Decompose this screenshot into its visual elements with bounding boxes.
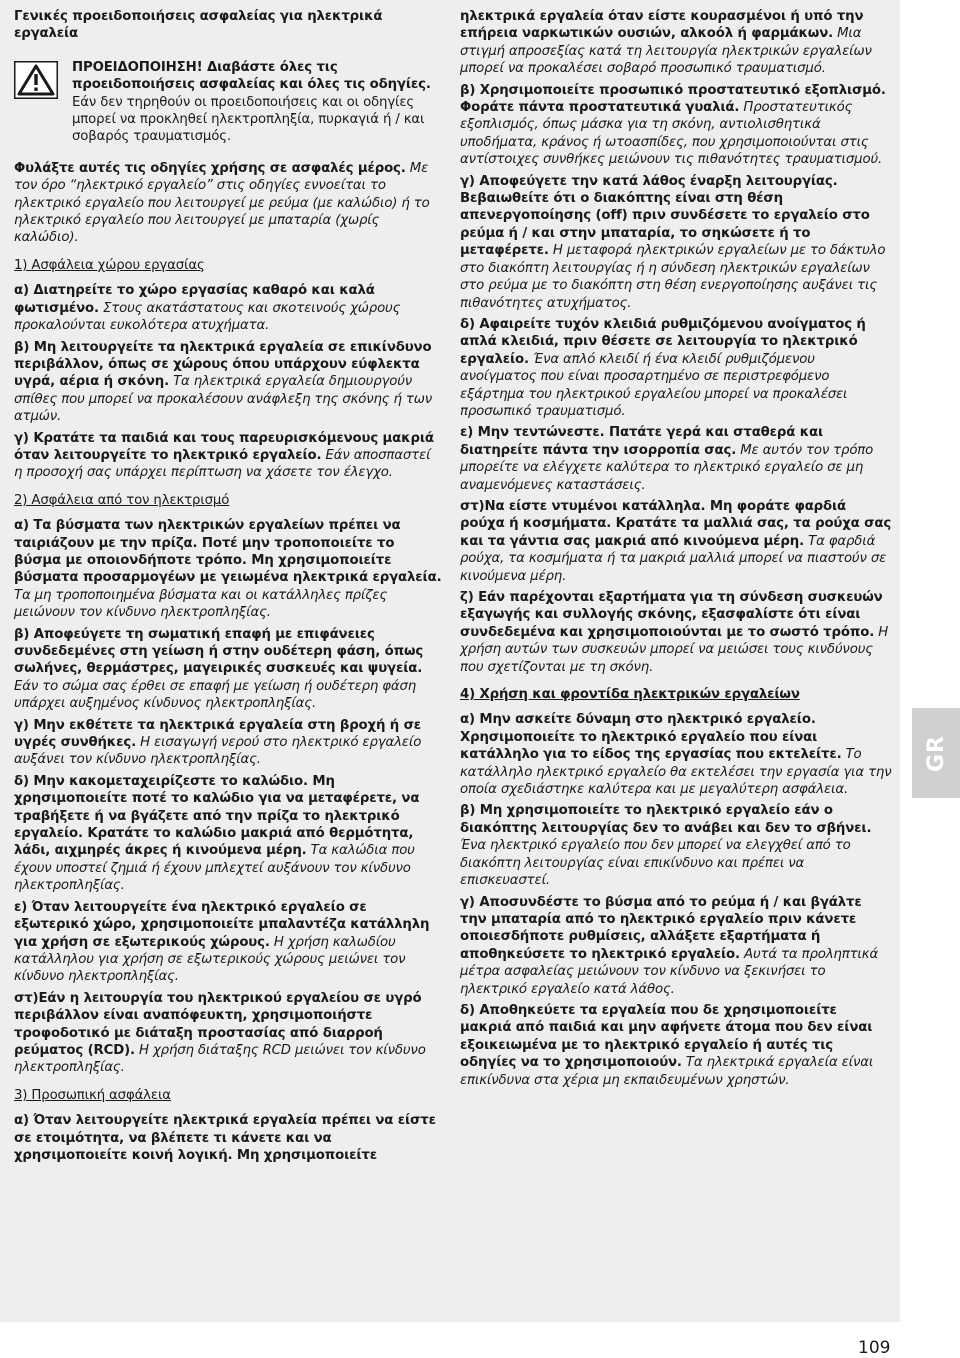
item-4c [460, 894, 892, 998]
section-title: Γενικές προειδοποιήσεις ασφαλείας για ηλεκτρικά εργαλεία [14, 9, 383, 42]
item-1c-bold: γ) Κρατάτε τα παιδιά και τους παρευρισκόμενους μακριά όταν λειτουργείτε το ηλεκτρικό εργαλείο. [14, 430, 434, 463]
item-2f-note: Η χρήση διάταξης RCD μειώνει τον κίνδυνο ηλεκτροπληξίας. [14, 1042, 426, 1076]
item-4c-note: Αυτά τα προληπτικά μέτρα ασφαλείας μειώνουν τον κίνδυνο να ξεκινήσει το ηλεκτρικό εργαλείο κατά λάθος. [460, 946, 879, 997]
item-2d [14, 773, 442, 895]
warning-heading: ΠΡΟΕΙΔΟΠΟΙΗΣΗ! Διαβάστε όλες τις προειδοποιήσεις ασφαλείας και όλες τις οδηγίες. [72, 59, 431, 93]
item-3f-bold: στ)Να είστε ντυμένοι κατάλληλα. Μη φοράτε φαρδιά ρούχα ή κοσμήματα. Κρατάτε τα μαλλιά σας, τα ρούχα σας και τα γάντια σας μακριά από κινούμενα μέρη. [460, 498, 892, 549]
item-3b-bold: β) Χρησιμοποιείτε προσωπικό προστατευτικό εξοπλισμό. Φοράτε πάντα προστατευτικά γυαλιά. [460, 82, 886, 116]
item-3b [460, 82, 892, 169]
item-3d-bold: δ) Αφαιρείτε τυχόν κλειδιά ρυθμιζόμενου ανοίγματος ή απλά κλειδιά, πριν θέσετε σε λειτουργία το ηλεκτρικό εργαλείο. [460, 316, 866, 367]
item-3c-note: Η μεταφορά ηλεκτρικών εργαλείων με το δάκτυλο στο διακόπτη λειτουργίας ή η σύνδεση ηλεκτρικών εργαλείων στο ρεύμα με το διακόπτη στη θέση ενεργοποίησης αυξάνει τις πιθανότητες ατυχήματος. [460, 243, 886, 311]
item-3g-note: Η χρήση αυτών των συσκευών μπορεί να μειώσει τους κινδύνους που σχετίζονται με τη σκόνη. [460, 624, 889, 675]
item-3g-bold: ζ) Εάν παρέχονται εξαρτήματα για τη σύνδεση συσκευών εξαγωγής και συλλογής σκόνης, εξασφαλίστε ότι είναι συνδεδεμένα και χρησιμοποιούνται με το σωστό τρόπο. [460, 590, 883, 640]
page-number: 109 [858, 1338, 891, 1358]
heading-tool-use-care: 4) Χρήση και φροντίδα ηλεκτρικών εργαλείων [460, 687, 800, 703]
item-1c-note: Εάν αποσπαστεί η προσοχή σας υπάρχει περίπτωση να χάσετε τον έλεγχο. [14, 447, 431, 481]
item-4a-note: Το κατάλληλο ηλεκτρικό εργαλείο θα εκτελέσει την εργασία για την οποία σχεδιάστηκε καλύτερα και με μεγαλύτερη ασφάλεια. [460, 747, 892, 798]
heading-personal-safety: 3) Προσωπική ασφάλεια [14, 1087, 171, 1103]
heading-electrical-safety: 2) Ασφάλεια από τον ηλεκτρισμό [14, 492, 230, 508]
heading-work-area: 1) Ασφάλεια χώρου εργασίας [14, 257, 205, 273]
item-4d [460, 1002, 892, 1089]
keep-instructions-bold: Φυλάξτε αυτές τις οδηγίες χρήσης σε ασφαλές μέρος. [14, 160, 406, 176]
item-3d [460, 316, 892, 420]
item-2b-bold: β) Αποφεύγετε τη σωματική επαφή με επιφάνειες συνδεδεμένες στη γείωση ή στην ουδέτερη φάση, όπως σωλήνες, θερμάστρες, μαγειρικές συσκευές και ψυγεία. [14, 626, 424, 677]
item-3a-bold: α) Όταν λειτουργείτε ηλεκτρικά εργαλεία πρέπει να είστε σε ετοιμότητα, να βλέπετε τι κάνετε και να χρησιμοποιείτε κοινή λογική. Μη χρησιμοποιείτε [14, 1113, 436, 1163]
warning-text [72, 59, 442, 146]
item-2b [14, 626, 442, 713]
item-3c [460, 173, 892, 312]
left-column [14, 8, 442, 1168]
item-1a-bold: α) Διατηρείτε το χώρο εργασίας καθαρό και καλά φωτισμένο. [14, 283, 375, 316]
item-3d-note: Ένα απλό κλειδί ή ένα κλειδί ρυθμιζόμενου ανοίγματος που είναι προσαρτημένο σε περιστρεφόμενο εξάρτημα του ηλεκτρικού εργαλείου μπορεί να προκαλέσει προσωπικό τραυματισμό. [460, 351, 848, 419]
item-1a [14, 282, 442, 334]
language-code: GR [923, 734, 949, 772]
warning-body: Εάν δεν τηρηθούν οι προειδοποιήσεις και οι οδηγίες μπορεί να προκληθεί ηλεκτροπληξία, πυρκαγιά ή / και σοβαρός τραυματισμός. [72, 94, 425, 145]
item-2f-bold: στ)Εάν η λειτουργία του ηλεκτρικού εργαλείου σε υγρό περιβάλλον είναι αναπόφευκτη, χρησιμοποιήστε τροφοδοτικό με διάταξη προστασίας από διαρροή ρεύματος (RCD). [14, 990, 422, 1058]
item-2a [14, 517, 442, 621]
item-1c [14, 430, 442, 482]
item-3b-note: Προστατευτικός εξοπλισμός, όπως μάσκα για τη σκόνη, αντιολισθητικά υποδήματα, κράνος ή ωτοασπίδες, που χρησιμοποιούνται στις αντίστοιχες συνθήκες μειώνουν τις πιθανότητες τραυματισμού. [460, 100, 883, 168]
item-3a-start [14, 1112, 442, 1164]
item-4c-bold: γ) Αποσυνδέστε το βύσμα από το ρεύμα ή / και βγάλτε την μπαταρία από το ηλεκτρικό εργαλείο πριν κάνετε οποιεσδήποτε ρυθμίσεις, αλλάξετε εξαρτήματα ή αποθηκεύσετε το ηλεκτρικό εργαλείο. [460, 894, 862, 962]
item-3c-bold: γ) Αποφεύγετε την κατά λάθος έναρξη λειτουργίας. Βεβαιωθείτε ότι ο διακόπτης είναι στη θέση απενεργοποίησης (off) πριν συνδέσετε το εργαλείο στο ρεύμα ή / και στην μπαταρία, το σηκώσετε ή το μεταφέρετε. [460, 173, 870, 259]
warning-triangle-icon [14, 61, 58, 99]
item-1b-note: Τα ηλεκτρικά εργαλεία δημιουργούν σπίθες που μπορεί να προκαλέσουν ανάφλεξη της σκόνης ή των ατμών. [14, 374, 432, 425]
item-2c-bold: γ) Μην εκθέτετε τα ηλεκτρικά εργαλεία στη βροχή ή σε υγρές συνθήκες. [14, 717, 422, 751]
item-2a-note: Τα μη τροποποιημένα βύσματα και οι κατάλληλες πρίζες μειώνουν τον κίνδυνο ηλεκτροπληξίας. [14, 587, 388, 621]
item-3e-note: Με αυτόν τον τρόπο μπορείτε να ελέγχετε καλύτερα το ηλεκτρικό εργαλείο σε μη αναμενόμενες καταστάσεις. [460, 442, 874, 493]
item-4a [460, 711, 892, 798]
item-3f [460, 498, 892, 585]
item-4b-bold: β) Μη χρησιμοποιείτε το ηλεκτρικό εργαλείο εάν ο διακόπτης λειτουργίας δεν το ανάβει και δεν το σβήνει. [460, 803, 872, 836]
item-3a-cont-bold: ηλεκτρικά εργαλεία όταν είστε κουρασμένοι ή υπό την επήρεια ναρκωτικών ουσιών, αλκοόλ ή φαρμάκων. [460, 9, 864, 42]
language-tab-label [912, 708, 960, 798]
warning-block [14, 59, 442, 146]
item-2e [14, 899, 442, 986]
item-2a-bold: α) Τα βύσματα των ηλεκτρικών εργαλείων πρέπει να ταιριάζουν με την πρίζα. Ποτέ μην τροποποιείτε το βύσμα με οποιονδήποτε τρόπο. Μη χρησιμοποιείτε βύσματα προσαρμογέων με γειωμένα ηλεκτρικά εργαλεία. [14, 518, 442, 586]
item-3e [460, 424, 892, 494]
item-2b-note: Εάν το σώμα σας έρθει σε επαφή με γείωση ή ουδέτερη φάση υπάρχει αυξημένος κίνδυνος ηλεκτροπληξίας. [14, 678, 417, 712]
item-4d-note: Τα ηλεκτρικά εργαλεία είναι επικίνδυνα στα χέρια μη εκπαιδευμένων χρηστών. [460, 1055, 874, 1088]
item-1a-note: Στους ακατάστατους και σκοτεινούς χώρους προκαλούνται ευκολότερα ατυχήματα. [14, 300, 401, 334]
item-2e-bold: ε) Όταν λειτουργείτε ένα ηλεκτρικό εργαλείο σε εξωτερικό χώρο, χρησιμοποιείτε μπαλαντέζα κατάλληλη για χρήση σε εξωτερικούς χώρους. [14, 899, 430, 950]
item-3a-cont [460, 8, 892, 78]
item-1b [14, 339, 442, 426]
item-2c-note: Η εισαγωγή νερού στο ηλεκτρικό εργαλείο αυξάνει τον κίνδυνο ηλεκτροπληξίας. [14, 735, 422, 768]
item-3f-note: Τα φαρδιά ρούχα, τα κοσμήματα ή τα μακριά μαλλιά μπορεί να πιαστούν σε κινούμενα μέρη. [460, 533, 887, 584]
item-2d-bold: δ) Μην κακομεταχειρίζεστε το καλώδιο. Μη χρησιμοποιείτε ποτέ το καλώδιο για να μεταφέρετε, να τραβήξετε ή να βγάζετε από την πρίζα το ηλεκτρικό εργαλείο. Κρατάτε το καλώδιο μακριά από θερμότητα, λάδι, αιχμηρές άκρες ή κινούμενα μέρη. [14, 773, 420, 859]
item-3g [460, 589, 892, 676]
item-1b-bold: β) Μη λειτουργείτε τα ηλεκτρικά εργαλεία σε επικίνδυνο περιβάλλον, όπως σε χώρους όπου υπάρχουν εύφλεκτα υγρά, αέρια ή σκόνη. [14, 339, 432, 390]
item-3a-cont-note: Μια στιγμή απροσεξίας κατά τη λειτουργία ηλεκτρικών εργαλείων μπορεί να προκαλέσει σοβαρό προσωπικό τραυματισμό. [460, 26, 872, 77]
keep-instructions [14, 160, 442, 247]
item-4b-note: Ένα ηλεκτρικό εργαλείο που δεν μπορεί να ελεγχθεί από το διακόπτη λειτουργίας είναι επικίνδυνο και πρέπει να επισκευαστεί. [460, 838, 851, 889]
item-4a-bold: α) Μην ασκείτε δύναμη στο ηλεκτρικό εργαλείο. Χρησιμοποιείτε το ηλεκτρικό εργαλείο που είναι κατάλληλο για το είδος της εργασίας που εκτελείτε. [460, 712, 842, 763]
right-column [460, 8, 892, 1093]
item-2d-note: Τα καλώδια που έχουν υποστεί ζημιά ή έχουν μπλεχτεί αυξάνουν τον κίνδυνο ηλεκτροπληξίας. [14, 843, 415, 894]
item-4b [460, 802, 892, 889]
item-2c [14, 717, 442, 769]
item-2e-note: Η χρήση καλωδίου κατάλληλου για χρήση σε εξωτερικούς χώρους μειώνει τον κίνδυνο ηλεκτροπληξίας. [14, 934, 406, 985]
keep-instructions-note: Με τον όρο “ηλεκτρικό εργαλείο” στις οδηγίες εννοείται το ηλεκτρικό εργαλείο που λειτουργεί με ρεύμα (με καλώδιο) ή το ηλεκτρικό εργαλείο που λειτουργεί με μπαταρία (χωρίς καλώδιο). [14, 160, 430, 246]
item-2f [14, 990, 442, 1077]
item-3e-bold: ε) Μην τεντώνεστε. Πατάτε γερά και σταθερά και διατηρείτε πάντα την ισορροπία σας. [460, 425, 824, 458]
item-4d-bold: δ) Αποθηκεύετε τα εργαλεία που δε χρησιμοποιείτε μακριά από παιδιά και μην αφήνετε άτομα που δεν είναι εξοικειωμένα με το ηλεκτρικό εργαλείο ή αυτές τις οδηγίες να το χρησιμοποιούν. [460, 1002, 873, 1071]
